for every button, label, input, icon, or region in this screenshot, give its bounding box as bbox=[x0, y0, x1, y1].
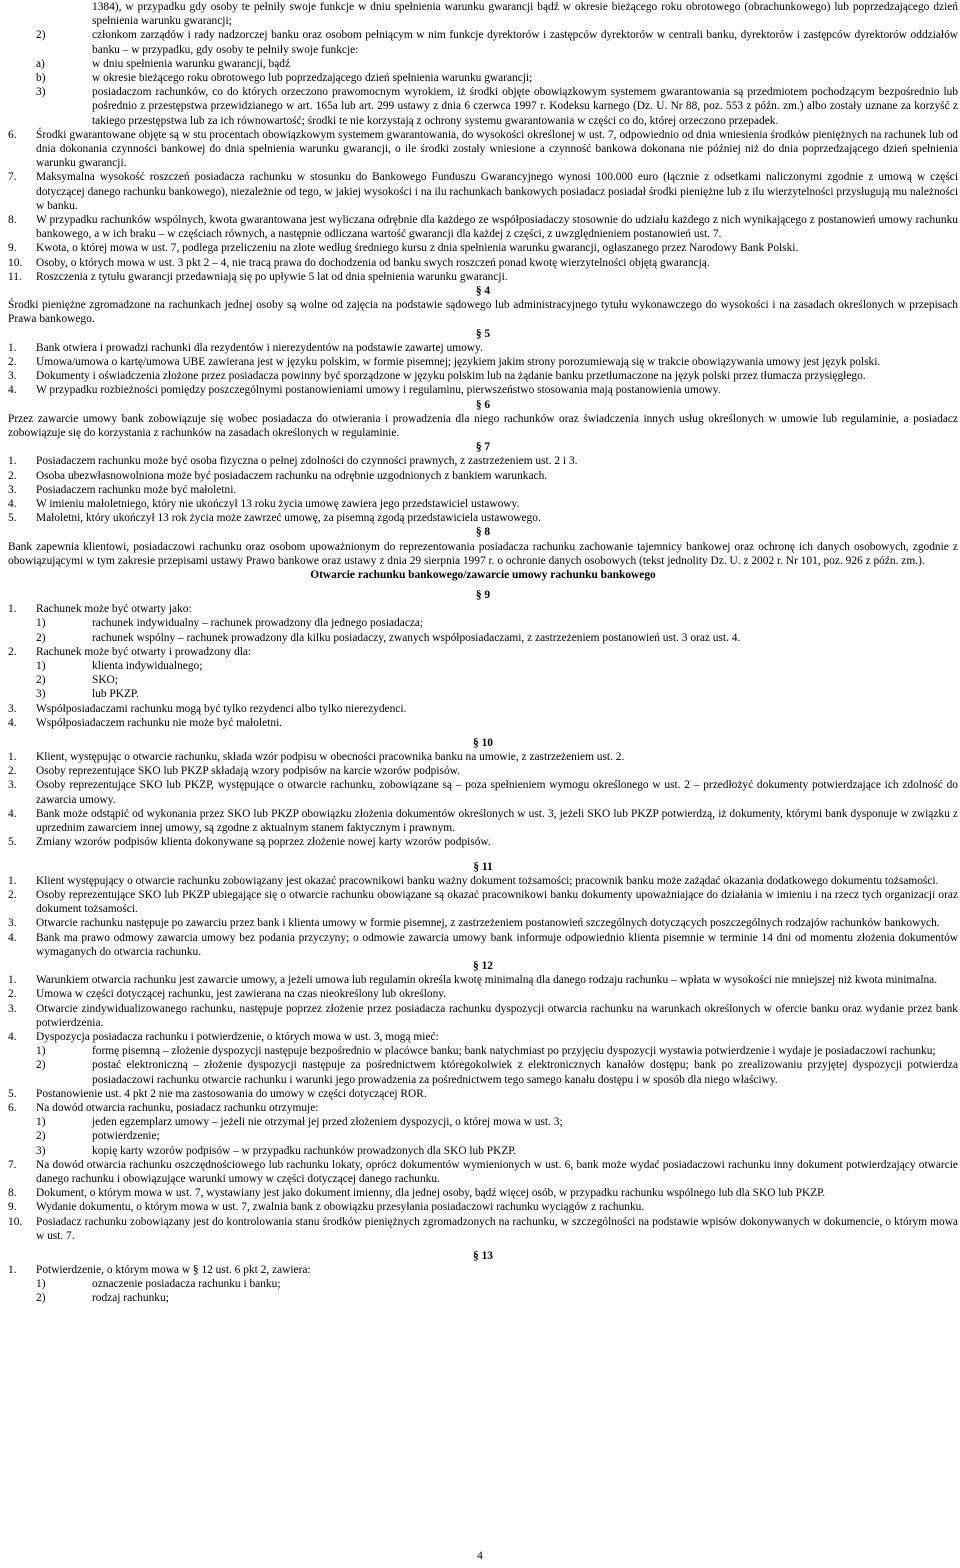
list-item bbox=[8, 631, 958, 645]
item-text: Współposiadaczem rachunku nie może być małoletni. bbox=[36, 716, 283, 729]
item-number: 1. bbox=[8, 751, 17, 764]
item-text: Na dowód otwarcia rachunku, posiadacz rachunku otrzymuje: bbox=[36, 1101, 319, 1114]
section-11-list bbox=[8, 874, 958, 959]
list-item bbox=[8, 369, 958, 383]
list-item bbox=[8, 1291, 958, 1305]
section-12-list bbox=[8, 973, 958, 1243]
item-number: 2. bbox=[8, 988, 17, 1001]
item-text: Klient występujący o otwarcie rachunku zobowiązany jest okazać pracownikowi banku ważny dokument tożsamości; pracownik banku może zażądać okazania dodatkowego dokumentu tożsamości. bbox=[36, 874, 939, 887]
list-item bbox=[8, 973, 958, 987]
section-10-list bbox=[8, 750, 958, 849]
item-text: Dyspozycja posiadacza rachunku i potwierdzenie, o których mowa w ust. 3, mogą mieć: bbox=[36, 1030, 439, 1043]
item-number: 1) bbox=[36, 660, 46, 673]
item-number: 3. bbox=[8, 917, 17, 930]
item-number: 5. bbox=[8, 512, 17, 525]
list-item bbox=[8, 916, 958, 930]
item-text: Roszczenia z tytułu gwarancji przedawniają się po upływie 5 lat od dnia spełnienia warunku gwarancji. bbox=[36, 270, 508, 283]
item-number: 3. bbox=[8, 702, 17, 715]
list-item bbox=[8, 1144, 958, 1158]
list-item bbox=[8, 807, 958, 835]
item-text: w dniu spełnienia warunku gwarancji, bądź bbox=[92, 57, 291, 70]
list-item bbox=[8, 383, 958, 397]
item-text: posiadaczom rachunków, co do których orzeczono prawomocnym wyrokiem, iż środki objęte obowiązkowym systemem gwarantowania są przedmiotem pochodzącym bezpośrednio lub pośrednio z przestępstwa przewidzianego w art. 165a lub art. 299 ustawy z dnia 6 czerwca 1997 r. Kodeksu karnego (Dz. U. Nr 88, poz. 553 z późn. zm.) albo zostały uznane za korzyść z takiego przestępstwa lub za ich równowartość; środki te nie korzystają z ochrony systemu gwarantowania w części co do, której orzeczono przepadek. bbox=[92, 86, 958, 127]
list-item bbox=[8, 85, 958, 128]
list-item bbox=[8, 687, 958, 701]
item-number: 7. bbox=[8, 1158, 17, 1171]
page-number: 4 bbox=[477, 1550, 483, 1562]
item-text: Maksymalna wysokość roszczeń posiadacza rachunku w stosunku do Bankowego Funduszu Gwarancyjnego wynosi 100.000 euro (łącznie z odsetkami naliczonymi zgodnie z umową w części dotyczącej danego rachunku bankowego), niezależnie od tego, w jakiej wysokości i na ilu rachunkach bankowych posiadacz posiadał środki pieniężne lub z ilu wierzytelności przysługują mu należności w banku. bbox=[36, 171, 958, 212]
list-item bbox=[8, 602, 958, 616]
item-text: Środki gwarantowane objęte są w stu procentach obowiązkowym systemem gwarantowania, do wysokości określonej w ust. 7, odpowiednio od dnia wniesienia środków pieniężnych na rachunek lub od dnia dokonania czynności bankowej do dnia spełnienia warunku gwarancji, o ile środki zostały wniesione a czynność bankowa dokonana nie później niż do dnia poprzedzającego dzień spełnienia warunku gwarancji. bbox=[36, 128, 958, 170]
section-13-title: § 13 bbox=[473, 1249, 493, 1262]
list-item bbox=[8, 659, 958, 673]
list-item bbox=[8, 1215, 958, 1243]
list-item bbox=[8, 931, 958, 959]
item-number: 2. bbox=[8, 645, 17, 658]
item-number: 1) bbox=[36, 617, 46, 630]
section-6-text: Przez zawarcie umowy bank zobowiązuje się wobec posiadacza do otwierania i prowadzenia dla niego rachunków oraz świadczenia innych usług określonych w umowie lub regulaminie, a posiadacz zobowiązuje się do korzystania z rachunków na zasadach określonych w regulaminie. bbox=[8, 412, 958, 440]
item-text: Rachunek może być otwarty i prowadzony dla: bbox=[36, 645, 252, 658]
item-number: 3) bbox=[36, 1144, 46, 1157]
item-number: 3. bbox=[8, 779, 17, 792]
section-4-title: § 4 bbox=[475, 285, 491, 298]
item-number: 2. bbox=[8, 765, 17, 778]
item-number: 2. bbox=[8, 888, 17, 901]
item-number: 1. bbox=[8, 341, 17, 354]
item-number: 3) bbox=[36, 688, 46, 701]
list-item bbox=[8, 750, 958, 764]
item-number: b) bbox=[36, 72, 46, 85]
item-number: 3. bbox=[8, 370, 17, 383]
list-item bbox=[8, 1002, 958, 1030]
item-text: Kwota, o której mowa w ust. 7, podlega przeliczeniu na złote według średniego kursu z dnia spełnienia warunku gwarancji, ogłaszanego przez Narodowy Bank Polski. bbox=[36, 242, 799, 255]
item-number: a) bbox=[36, 57, 45, 70]
list-item bbox=[8, 874, 958, 888]
item-number: 2) bbox=[36, 631, 46, 644]
list-item bbox=[8, 1263, 958, 1277]
item-number: 2) bbox=[36, 1292, 46, 1305]
item-number: 2) bbox=[36, 674, 46, 687]
item-number: 10. bbox=[8, 256, 23, 269]
list-item bbox=[8, 497, 958, 511]
list-item bbox=[8, 270, 958, 284]
item-number: 1. bbox=[8, 603, 17, 616]
item-number: 7. bbox=[8, 171, 17, 184]
list-item bbox=[8, 764, 958, 778]
section-7-title: § 7 bbox=[475, 441, 491, 454]
item-text: Dokument, o którym mowa w ust. 7, wystawiany jest jako dokument imienny, dla jednej osoby, bądź więcej osób, w przypadku rachunku wspólnego lub dla SKO lub PKZP. bbox=[36, 1187, 826, 1200]
item-text: 1384), w przypadku gdy osoby te pełniły swoje funkcje w dniu spełnienia warunku gwarancji bądź w okresie bieżącego roku obrotowego (obrachunkowego) lub poprzedzającego dzień spełnienia warunku gwarancji; bbox=[92, 1, 958, 28]
item-number: 2) bbox=[36, 29, 46, 42]
item-text: klienta indywidualnego; bbox=[92, 660, 203, 673]
list-item bbox=[8, 57, 958, 71]
list-item bbox=[8, 28, 958, 56]
item-text: SKO; bbox=[92, 674, 118, 687]
item-number: 3. bbox=[8, 1002, 17, 1015]
item-text: postać elektroniczną – złożenie dyspozycji następuje za pośrednictwem któregokolwiek z elektronicznych kanałów dostępu; bank po zrealizowaniu przyjętej dyspozycji potwierdza posiadaczowi rachunku otwarcie rachunku i warunki jego prowadzenia za pośrednictwem tego samego kanału dostępu i w sposób dla niego właściwy. bbox=[92, 1059, 958, 1086]
item-number: 4. bbox=[8, 716, 17, 729]
section-11-title: § 11 bbox=[473, 860, 493, 873]
item-number: 1. bbox=[8, 1263, 17, 1276]
list-item bbox=[8, 213, 958, 241]
item-text: Bank ma prawo odmowy zawarcia umowy bez podania przyczyny; o odmowie zawarcia umowy bank informuje odpowiednio klienta pisemnie w terminie 14 dni od momentu złożenia dokumentów wymaganych do otwarcia rachunku. bbox=[36, 931, 958, 958]
item-text: formę pisemną – złożenie dyspozycji następuje bezpośrednio w placówce banku; bank natychmiast po przyjęciu dyspozycji wystawia potwierdzenie i wydaje je posiadaczowi rachunku; bbox=[92, 1045, 936, 1058]
item-text: rachunek indywidualny – rachunek prowadzony dla jednego posiadacza; bbox=[92, 617, 424, 630]
item-text: Posiadacz rachunku zobowiązany jest do kontrolowania stanu środków pieniężnych zgromadzonych na rachunku, w szczególności na podstawie wpisów dokonywanych w dokumencie, o którym mowa w ust. 7. bbox=[36, 1215, 958, 1242]
list-item bbox=[8, 1087, 958, 1101]
list-item bbox=[8, 702, 958, 716]
item-number: 6. bbox=[8, 128, 17, 141]
item-text: w okresie bieżącego roku obrotowego lub poprzedzającego dzień spełnienia warunku gwarancji; bbox=[92, 72, 533, 85]
item-text: Otwarcie rachunku następuje po zawarciu przez bank i klienta umowy w formie pisemnej, z zastrzeżeniem postanowień szczególnych dotyczących poszczególnych rodzajów rachunków bankowych. bbox=[36, 917, 940, 930]
item-number: 8. bbox=[8, 214, 17, 227]
section-5-title: § 5 bbox=[475, 327, 491, 340]
item-number: 3) bbox=[36, 86, 46, 99]
list-item bbox=[8, 987, 958, 1001]
item-number: 1. bbox=[8, 455, 17, 468]
item-text: Posiadaczem rachunku może być małoletni. bbox=[36, 483, 237, 496]
section-5-list bbox=[8, 341, 958, 398]
list-item bbox=[8, 1044, 958, 1058]
item-text: Osoba ubezwłasnowolniona może być posiadaczem rachunku na odrębnie uzgodnionych z bankiem warunkach. bbox=[36, 469, 548, 482]
item-number: 11. bbox=[8, 270, 22, 283]
item-text: Postanowienie ust. 4 pkt 2 nie ma zastosowania do umowy w części dotyczącej ROR. bbox=[36, 1087, 427, 1100]
section-8-text: Bank zapewnia klientowi, posiadaczowi rachunku oraz osobom upoważnionym do reprezentowania posiadacza rachunku zachowanie tajemnicy bankowej oraz ochronę ich danych osobowych, zgodnie z obowiązującymi w tym zakresie przepisami ustawy Prawo bankowe oraz ustawy z dnia 29 sierpnia 1997 r. o ochronie danych osobowych (tekst jednolity Dz. U. z 2002 r. Nr 101, poz. 926 z późn. zm.). bbox=[8, 540, 958, 567]
list-item bbox=[8, 355, 958, 369]
list-item bbox=[8, 673, 958, 687]
item-text: Zmiany wzorów podpisów klienta dokonywane są poprzez złożenie nowej karty wzorów podpisów. bbox=[36, 836, 491, 849]
list-item bbox=[8, 256, 958, 270]
list-item bbox=[8, 454, 958, 468]
item-number: 3. bbox=[8, 483, 17, 496]
item-number: 1) bbox=[36, 1045, 46, 1058]
list-item bbox=[8, 71, 958, 85]
item-number: 2. bbox=[8, 469, 17, 482]
item-number: 8. bbox=[8, 1187, 17, 1200]
list-item bbox=[8, 835, 958, 849]
item-number: 4. bbox=[8, 384, 17, 397]
section-3-continuation bbox=[8, 0, 958, 284]
item-number: 4. bbox=[8, 931, 17, 944]
item-number: 1) bbox=[36, 1116, 46, 1129]
item-number: 4. bbox=[8, 498, 17, 511]
item-text: W przypadku rachunków wspólnych, kwota gwarantowana jest wyliczana odrębnie dla każdego ze współposiadaczy stosownie do udziału każdego z nich wynikającego z postanowień umowy rachunku bankowego, a w ich braku – w częściach równych, a następnie odliczana wartość gwarancji dla każdej z części, z uwzględnieniem postanowień ust. 7. bbox=[36, 214, 958, 241]
section-9-list bbox=[8, 602, 958, 730]
item-text: W imieniu małoletniego, który nie ukończył 13 roku życia umowę zawiera jego przedstawiciel ustawowy. bbox=[36, 498, 520, 511]
item-text: Dokumenty i oświadczenia złożone przez posiadacza powinny być sporządzone w języku polskim lub na żądanie banku przetłumaczone na język polski przez tłumacza przysięgłego. bbox=[36, 370, 866, 383]
list-item bbox=[8, 888, 958, 916]
item-text: Umowa/umowa o kartę/umowa UBE zawierana jest w języku polskim, w formie pisemnej; językiem jakim strony porozumiewają się w trakcie obowiązywania umowy jest język polski. bbox=[36, 356, 881, 369]
item-number: 5. bbox=[8, 836, 17, 849]
item-text: rodzaj rachunku; bbox=[92, 1292, 169, 1305]
section-7-list bbox=[8, 454, 958, 525]
item-number: 2. bbox=[8, 356, 17, 369]
item-number: 6. bbox=[8, 1101, 17, 1114]
item-number: 4. bbox=[8, 1030, 17, 1043]
item-text: Posiadaczem rachunku może być osoba fizyczna o pełnej zdolności do czynności prawnych, z zastrzeżeniem ust. 2 i 3. bbox=[36, 455, 578, 468]
list-item bbox=[8, 1058, 958, 1086]
list-item bbox=[8, 483, 958, 497]
section-12-title: § 12 bbox=[473, 959, 493, 972]
item-text: Osoby reprezentujące SKO lub PKZP ubiegające się o otwarcie rachunku obowiązane są okazać pracownikowi banku dokumenty upoważniające do działania w imieniu i na rzecz tych organizacji oraz dokument tożsamości. bbox=[36, 888, 958, 916]
item-text: Wydanie dokumentu, o którym mowa w ust. 7, zwalnia bank z obowiązku przesyłania posiadaczowi rachunku wyciągów z rachunku. bbox=[36, 1201, 645, 1214]
list-item bbox=[8, 1158, 958, 1186]
item-number: 5. bbox=[8, 1087, 17, 1100]
item-text: lub PKZP. bbox=[92, 688, 139, 701]
item-number: 2) bbox=[36, 1059, 46, 1072]
item-number: 10. bbox=[8, 1215, 23, 1228]
item-text: Klient, występując o otwarcie rachunku, składa wzór podpisu w obecności pracownika banku na umowie, z zastrzeżeniem ust. 2. bbox=[36, 751, 625, 764]
item-number: 1. bbox=[8, 874, 17, 887]
item-text: Umowa w części dotyczącej rachunku, jest zawierana na czas nieokreślony lub określony. bbox=[36, 988, 447, 1001]
item-text: oznaczenie posiadacza rachunku i banku; bbox=[92, 1278, 281, 1291]
item-text: potwierdzenie; bbox=[92, 1130, 160, 1143]
item-number: 2) bbox=[36, 1130, 46, 1143]
section-9-title: § 9 bbox=[475, 589, 491, 602]
item-text: Osoby reprezentujące SKO lub PKZP składają wzory podpisów na karcie wzorów podpisów. bbox=[36, 765, 460, 778]
item-text: W przypadku rozbieżności pomiędzy poszczególnymi postanowieniami umowy i regulaminu, pierwszeństwo stosowania mają postanowienia umowy. bbox=[36, 384, 721, 397]
list-item bbox=[8, 1200, 958, 1214]
item-text: kopię karty wzorów podpisów – w przypadku rachunków prowadzonych dla SKO lub PKZP. bbox=[92, 1144, 517, 1157]
document-page bbox=[8, 0, 958, 1306]
list-item bbox=[8, 1129, 958, 1143]
item-number: 1. bbox=[8, 974, 17, 987]
list-item bbox=[8, 1115, 958, 1129]
item-text: rachunek wspólny – rachunek prowadzony dla kilku posiadaczy, zwanych współposiadaczami, z zastrzeżeniem postanowień ust. 3 oraz ust. 4. bbox=[92, 631, 741, 644]
item-text: Na dowód otwarcia rachunku oszczędnościowego lub rachunku lokaty, oprócz dokumentów wymienionych w ust. 6, bank może wydać posiadaczowi rachunku inny dokument potwierdzający otwarcie danego rachunku i obowiązujące warunki umowy w części dotyczącej danego rachunku. bbox=[36, 1158, 958, 1185]
section-4-text: Środki pieniężne zgromadzone na rachunkach jednej osoby są wolne od zajęcia na podstawie sądowego lub administracyjnego tytułu wykonawczego do wysokości i na zasadach określonych w przepisach Prawa bankowego. bbox=[8, 299, 958, 326]
item-text: Bank otwiera i prowadzi rachunki dla rezydentów i nierezydentów na podstawie zawartej umowy. bbox=[36, 341, 483, 354]
chapter-heading: Otwarcie rachunku bankowego/zawarcie umowy rachunku bankowego bbox=[310, 569, 656, 582]
item-text: Otwarcie zindywidualizowanego rachunku, następuje poprzez złożenie przez posiadacza rachunku dyspozycji otwarcia rachunku na warunkach określonych w ofercie banku oraz wydanie przez bank potwierdzenia. bbox=[36, 1002, 958, 1029]
list-item bbox=[8, 1101, 958, 1115]
section-8-title: § 8 bbox=[475, 526, 491, 539]
item-text: Potwierdzenie, o którym mowa w § 12 ust. 6 pkt 2, zawiera: bbox=[36, 1263, 311, 1276]
list-item bbox=[8, 645, 958, 659]
section-10-title: § 10 bbox=[473, 737, 493, 750]
list-item bbox=[8, 778, 958, 806]
item-text: Osoby reprezentujące SKO lub PKZP, występujące o otwarcie rachunku, zobowiązane są – poza spełnieniem wymogu określonego w ust. 2 – przedłożyć dokumenty potwierdzające ich zdolność do zawarcia umowy. bbox=[36, 779, 958, 806]
list-item bbox=[8, 1186, 958, 1200]
list-item bbox=[8, 511, 958, 525]
section-6-title: § 6 bbox=[475, 398, 491, 411]
item-text: Bank może odstąpić od wykonania przez SKO lub PKZP obowiązku złożenia dokumentów określonych w ust. 3, jeżeli SKO lub PKZP potwierdzą, iż dokumenty, którymi bank dysponuje w związku z uprzednim zawarciem innej umowy, są zgodne z aktualnym stanem faktycznym i prawnym. bbox=[36, 807, 958, 835]
section-13-list bbox=[8, 1263, 958, 1306]
item-text: Współposiadaczami rachunku mogą być tylko rezydenci albo tylko nierezydenci. bbox=[36, 702, 407, 715]
item-text: Osoby, o których mowa w ust. 3 pkt 2 – 4, nie tracą prawa do dochodzenia od banku swych roszczeń ponad kwotę wierzytelności objętą gwarancją. bbox=[36, 256, 710, 269]
list-item bbox=[8, 341, 958, 355]
item-number: 9. bbox=[8, 1201, 17, 1214]
item-text: Małoletni, który ukończył 13 rok życia może zawrzeć umowę, za pisemną zgodą przedstawiciela ustawowego. bbox=[36, 512, 541, 525]
list-item bbox=[8, 469, 958, 483]
item-text: Warunkiem otwarcia rachunku jest zawarcie umowy, a jeżeli umowa lub regulamin określa kwotę minimalną dla danego rodzaju rachunku – wpłata w wysokości nie mniejszej niż kwota minimalna. bbox=[36, 974, 938, 987]
list-item bbox=[8, 716, 958, 730]
list-item bbox=[8, 1030, 958, 1044]
item-number: 4. bbox=[8, 807, 17, 820]
item-number: 9. bbox=[8, 242, 17, 255]
list-item bbox=[8, 170, 958, 213]
list-item bbox=[8, 616, 958, 630]
list-item bbox=[8, 128, 958, 171]
list-item bbox=[8, 0, 958, 28]
item-text: jeden egzemplarz umowy – jeżeli nie otrzymał jej przed złożeniem dyspozycji, o której mowa w ust. 3; bbox=[92, 1116, 563, 1129]
item-text: Rachunek może być otwarty jako: bbox=[36, 603, 192, 616]
item-text: członkom zarządów i rady nadzorczej banku oraz osobom pełniącym w nim funkcje dyrektorów i zastępców dyrektorów w centrali banku, dyrektorów i zastępców dyrektorów oddziałów banku – w przypadku, gdy osoby te pełniły swoje funkcje: bbox=[92, 29, 958, 56]
list-item bbox=[8, 241, 958, 255]
list-item bbox=[8, 1277, 958, 1291]
item-number: 1) bbox=[36, 1278, 46, 1291]
